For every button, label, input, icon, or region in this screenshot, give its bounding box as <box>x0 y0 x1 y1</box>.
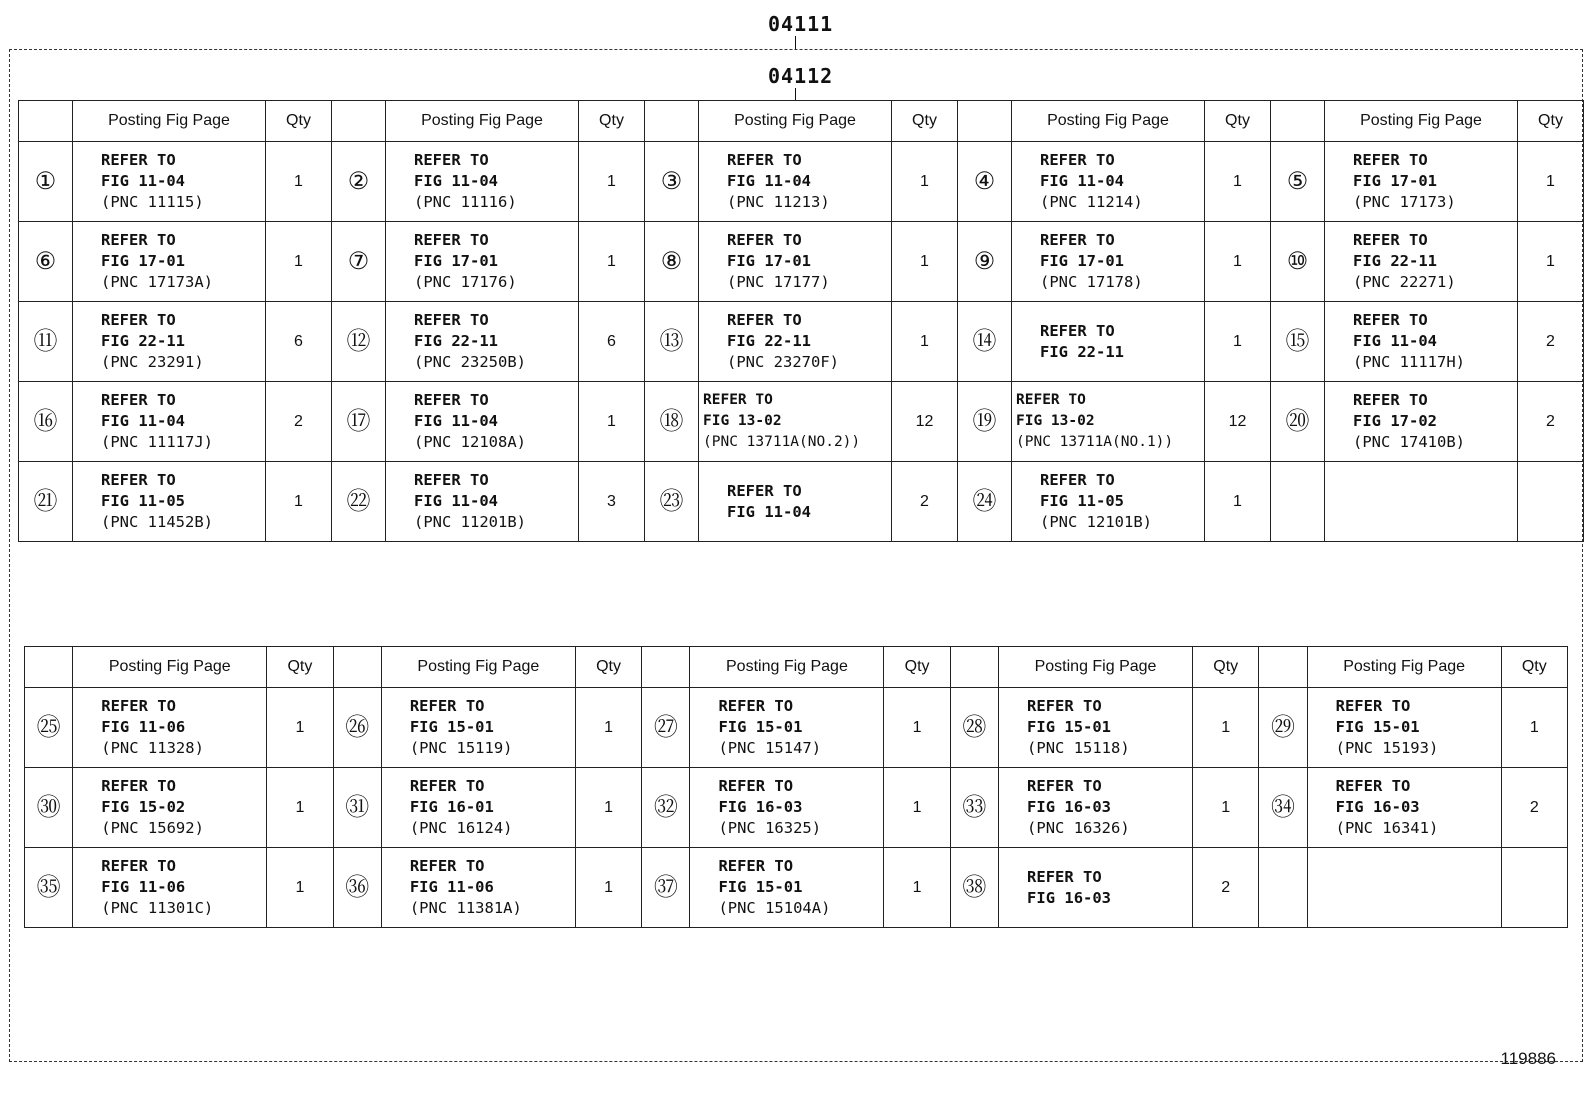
posting-reference <box>1325 142 1518 222</box>
refer-to-text: REFER TO <box>101 697 176 715</box>
fig-page-text: FIG 15-02 <box>101 798 186 816</box>
qty-value: 1 <box>892 222 958 302</box>
qty-value: 2 <box>266 382 332 462</box>
fig-page-text: FIG 22-11 <box>727 332 811 350</box>
posting-reference <box>73 462 266 542</box>
refer-to-text: REFER TO <box>718 777 794 795</box>
posting-reference <box>1325 382 1518 462</box>
pnc-text: (PNC 11115) <box>101 193 204 211</box>
header-qty: Qty <box>579 101 645 142</box>
callout-number: ⑮ <box>1271 302 1325 382</box>
fig-page-text: FIG 16-03 <box>1027 798 1112 816</box>
table-row <box>25 688 1568 768</box>
header-posting: Posting Fig Page <box>73 101 266 142</box>
refer-to-text: REFER TO <box>101 311 176 329</box>
qty-value: 1 <box>579 222 645 302</box>
callout-number: ㉜ <box>642 768 690 848</box>
qty-value: 1 <box>1205 142 1271 222</box>
qty-value: 2 <box>1193 848 1259 928</box>
reference-table-1 <box>18 100 1584 542</box>
qty-value <box>1518 462 1584 542</box>
refer-to-text: REFER TO <box>409 697 485 715</box>
refer-to-text: REFER TO <box>409 857 485 875</box>
figure-number: 119886 <box>1500 1049 1556 1068</box>
callout-number: ⑱ <box>645 382 699 462</box>
fig-page-text: FIG 11-04 <box>1040 172 1124 190</box>
header-posting: Posting Fig Page <box>1307 647 1501 688</box>
qty-value: 2 <box>1518 382 1584 462</box>
posting-reference <box>699 382 892 462</box>
qty-value: 2 <box>1501 768 1567 848</box>
callout-number: ⑩ <box>1271 222 1325 302</box>
posting-reference <box>1307 848 1501 928</box>
header-posting: Posting Fig Page <box>690 647 884 688</box>
callout-number: ⑳ <box>1271 382 1325 462</box>
posting-reference <box>1012 302 1205 382</box>
refer-to-text: REFER TO <box>1027 697 1102 715</box>
qty-value: 1 <box>579 142 645 222</box>
fig-page-text: FIG 16-03 <box>1027 888 1112 907</box>
header-index-cell <box>25 647 73 688</box>
header-posting: Posting Fig Page <box>999 647 1193 688</box>
posting-reference <box>999 848 1193 928</box>
qty-value: 3 <box>579 462 645 542</box>
pnc-text: (PNC 11301C) <box>101 899 214 917</box>
qty-value: 1 <box>266 222 332 302</box>
refer-to-text: REFER TO <box>414 311 489 329</box>
callout-number: ③ <box>645 142 699 222</box>
fig-page-text: FIG 17-02 <box>1353 412 1437 430</box>
callout-number: ⑤ <box>1271 142 1325 222</box>
callout-number: ㉕ <box>25 688 73 768</box>
posting-reference <box>1325 302 1518 382</box>
header-index-cell <box>950 647 998 688</box>
table-row <box>19 302 1584 382</box>
fig-page-text: FIG 16-03 <box>1335 798 1420 816</box>
pnc-text: (PNC 11328) <box>101 739 204 757</box>
pnc-text: (PNC 23291) <box>101 353 204 371</box>
callout-number: ㉘ <box>950 688 998 768</box>
refer-to-text: REFER TO <box>727 311 802 329</box>
posting-reference <box>699 222 892 302</box>
header-qty: Qty <box>1193 647 1259 688</box>
callout-number: ㉔ <box>958 462 1012 542</box>
header-index-cell <box>958 101 1012 142</box>
fig-page-text: FIG 13-02 <box>1016 413 1095 429</box>
header-qty: Qty <box>1518 101 1584 142</box>
refer-to-text: REFER TO <box>101 391 176 409</box>
callout-number: ⑭ <box>958 302 1012 382</box>
fig-page-text: FIG 11-04 <box>414 172 498 190</box>
posting-reference <box>1012 222 1205 302</box>
pnc-text: (PNC 11117H) <box>1353 353 1465 371</box>
pnc-text: (PNC 11116) <box>414 193 517 211</box>
callout-number: ㊲ <box>642 848 690 928</box>
fig-page-text: FIG 11-04 <box>101 412 185 430</box>
fig-page-text: FIG 11-04 <box>101 172 185 190</box>
table-row <box>19 142 1584 222</box>
refer-to-text: REFER TO <box>727 481 802 500</box>
qty-value: 1 <box>575 688 641 768</box>
qty-value: 1 <box>1205 302 1271 382</box>
qty-value: 1 <box>892 302 958 382</box>
refer-to-text: REFER TO <box>1040 321 1115 340</box>
posting-reference <box>386 142 579 222</box>
callout-number: ④ <box>958 142 1012 222</box>
pnc-text: (PNC 11452B) <box>101 513 213 531</box>
table-row <box>19 222 1584 302</box>
fig-page-text: FIG 22-11 <box>1353 252 1437 270</box>
fig-page-text: FIG 11-06 <box>101 718 186 736</box>
refer-to-text: REFER TO <box>1353 151 1428 169</box>
qty-value: 6 <box>579 302 645 382</box>
qty-value: 1 <box>267 848 333 928</box>
qty-value: 1 <box>884 848 950 928</box>
callout-number: ⑬ <box>645 302 699 382</box>
posting-reference <box>386 382 579 462</box>
qty-value: 1 <box>575 848 641 928</box>
header-qty: Qty <box>1501 647 1567 688</box>
header-posting: Posting Fig Page <box>381 647 575 688</box>
callout-number: ㉖ <box>333 688 381 768</box>
header-index-cell <box>645 101 699 142</box>
posting-reference <box>690 848 884 928</box>
qty-value: 12 <box>1205 382 1271 462</box>
posting-reference <box>699 462 892 542</box>
refer-to-text: REFER TO <box>1016 392 1086 408</box>
posting-reference <box>1325 222 1518 302</box>
header-posting: Posting Fig Page <box>1325 101 1518 142</box>
qty-value: 1 <box>884 768 950 848</box>
pnc-text: (PNC 16325) <box>718 819 822 837</box>
refer-to-text: REFER TO <box>1027 777 1102 795</box>
header-qty: Qty <box>892 101 958 142</box>
header-row <box>25 647 1568 688</box>
fig-page-text: FIG 11-04 <box>414 412 498 430</box>
fig-page-text: FIG 15-01 <box>718 718 803 736</box>
qty-value: 1 <box>1501 688 1567 768</box>
pnc-text: (PNC 17176) <box>414 273 517 291</box>
pnc-text: (PNC 15147) <box>718 739 822 757</box>
qty-value: 1 <box>267 768 333 848</box>
pnc-text: (PNC 17173) <box>1353 193 1456 211</box>
table-row <box>19 382 1584 462</box>
refer-to-text: REFER TO <box>414 231 489 249</box>
header-index-cell <box>333 647 381 688</box>
pnc-text: (PNC 17178) <box>1040 273 1143 291</box>
callout-number: ㉚ <box>25 768 73 848</box>
callout-number: ㉟ <box>25 848 73 928</box>
posting-reference <box>73 688 267 768</box>
refer-to-text: REFER TO <box>101 151 176 169</box>
pnc-text: (PNC 11381A) <box>409 899 522 917</box>
fig-page-text: FIG 16-01 <box>409 798 494 816</box>
fig-page-text: FIG 11-05 <box>1040 492 1124 510</box>
posting-reference <box>999 768 1193 848</box>
qty-value: 2 <box>892 462 958 542</box>
callout-number: ⑪ <box>19 302 73 382</box>
inner-leader-line <box>795 88 796 100</box>
refer-to-text: REFER TO <box>409 777 485 795</box>
pnc-text: (PNC 17410B) <box>1353 433 1465 451</box>
callout-number: ⑦ <box>332 222 386 302</box>
qty-value: 6 <box>266 302 332 382</box>
header-row <box>19 101 1584 142</box>
fig-page-text: FIG 11-06 <box>409 878 494 896</box>
callout-number: ㉓ <box>645 462 699 542</box>
header-qty: Qty <box>1205 101 1271 142</box>
callout-number: ㉒ <box>332 462 386 542</box>
refer-to-text: REFER TO <box>703 392 773 408</box>
pnc-text: (PNC 15692) <box>101 819 204 837</box>
table-row <box>25 848 1568 928</box>
fig-page-text: FIG 11-04 <box>727 172 811 190</box>
posting-reference <box>1307 768 1501 848</box>
header-qty: Qty <box>884 647 950 688</box>
posting-reference <box>690 688 884 768</box>
posting-reference <box>386 462 579 542</box>
posting-reference <box>999 688 1193 768</box>
callout-number: ㊳ <box>950 848 998 928</box>
fig-page-text: FIG 15-01 <box>718 878 803 896</box>
refer-to-text: REFER TO <box>1353 311 1428 329</box>
refer-to-text: REFER TO <box>1027 867 1102 886</box>
qty-value: 1 <box>1193 688 1259 768</box>
callout-number: ㉙ <box>1259 688 1307 768</box>
callout-number <box>1271 462 1325 542</box>
reference-table-2 <box>24 646 1568 928</box>
fig-page-text: FIG 11-04 <box>727 502 811 521</box>
fig-page-text: FIG 22-11 <box>1040 342 1124 361</box>
callout-number: ⑨ <box>958 222 1012 302</box>
fig-page-text: FIG 22-11 <box>414 332 498 350</box>
pnc-text: (PNC 15119) <box>409 739 513 757</box>
callout-number: ⑫ <box>332 302 386 382</box>
refer-to-text: REFER TO <box>727 151 802 169</box>
qty-value: 1 <box>579 382 645 462</box>
refer-to-text: REFER TO <box>1335 697 1411 715</box>
refer-to-text: REFER TO <box>414 151 489 169</box>
pnc-text: (PNC 11213) <box>727 193 830 211</box>
posting-reference <box>73 848 267 928</box>
qty-value: 1 <box>884 688 950 768</box>
callout-number: ⑥ <box>19 222 73 302</box>
qty-value: 1 <box>267 688 333 768</box>
posting-reference <box>386 222 579 302</box>
fig-page-text: FIG 11-06 <box>101 878 186 896</box>
pnc-text: (PNC 22271) <box>1353 273 1456 291</box>
callout-number <box>1259 848 1307 928</box>
table-row <box>25 768 1568 848</box>
callout-number: ㉑ <box>19 462 73 542</box>
posting-reference <box>73 768 267 848</box>
pnc-text: (PNC 15104A) <box>718 899 831 917</box>
refer-to-text: REFER TO <box>414 471 489 489</box>
refer-to-text: REFER TO <box>1353 231 1428 249</box>
pnc-text: (PNC 23250B) <box>414 353 526 371</box>
callout-number: ⑲ <box>958 382 1012 462</box>
top-leader-line <box>795 36 796 49</box>
posting-reference <box>1012 462 1205 542</box>
pnc-text: (PNC 17173A) <box>101 273 213 291</box>
qty-value: 1 <box>1193 768 1259 848</box>
pnc-text: (PNC 23270F) <box>727 353 839 371</box>
qty-value: 1 <box>1518 142 1584 222</box>
refer-to-text: REFER TO <box>101 471 176 489</box>
fig-page-text: FIG 22-11 <box>101 332 185 350</box>
refer-to-text: REFER TO <box>1353 391 1428 409</box>
refer-to-text: REFER TO <box>718 857 794 875</box>
header-index-cell <box>1271 101 1325 142</box>
callout-number: ⑧ <box>645 222 699 302</box>
qty-value: 1 <box>1518 222 1584 302</box>
refer-to-text: REFER TO <box>101 857 176 875</box>
posting-reference <box>73 222 266 302</box>
header-index-cell <box>332 101 386 142</box>
pnc-text: (PNC 16326) <box>1027 819 1130 837</box>
qty-value: 2 <box>1518 302 1584 382</box>
header-index-cell <box>642 647 690 688</box>
fig-page-text: FIG 15-01 <box>1335 718 1420 736</box>
fig-page-text: FIG 11-05 <box>101 492 185 510</box>
fig-page-text: FIG 13-02 <box>703 413 782 429</box>
posting-reference <box>73 142 266 222</box>
posting-reference <box>73 382 266 462</box>
pnc-text: (PNC 16341) <box>1335 819 1439 837</box>
pnc-text: (PNC 13711A(NO.1)) <box>1016 434 1174 450</box>
pnc-text: (PNC 13711A(NO.2)) <box>703 434 861 450</box>
callout-number: ㊱ <box>333 848 381 928</box>
refer-to-text: REFER TO <box>718 697 794 715</box>
header-qty: Qty <box>575 647 641 688</box>
pnc-text: (PNC 12108A) <box>414 433 526 451</box>
posting-reference <box>690 768 884 848</box>
header-qty: Qty <box>266 101 332 142</box>
fig-page-text: FIG 17-01 <box>414 252 498 270</box>
posting-reference <box>73 302 266 382</box>
refer-to-text: REFER TO <box>101 777 176 795</box>
callout-number: ② <box>332 142 386 222</box>
inner-assembly-label: 04112 <box>768 64 834 88</box>
qty-value: 1 <box>266 142 332 222</box>
pnc-text: (PNC 11117J) <box>101 433 213 451</box>
refer-to-text: REFER TO <box>414 391 489 409</box>
fig-page-text: FIG 15-01 <box>1027 718 1112 736</box>
pnc-text: (PNC 15118) <box>1027 739 1130 757</box>
callout-number: ⑯ <box>19 382 73 462</box>
fig-page-text: FIG 11-04 <box>1353 332 1437 350</box>
refer-to-text: REFER TO <box>1040 471 1115 489</box>
refer-to-text: REFER TO <box>727 231 802 249</box>
refer-to-text: REFER TO <box>1040 231 1115 249</box>
header-posting: Posting Fig Page <box>699 101 892 142</box>
callout-number: ㉛ <box>333 768 381 848</box>
posting-reference <box>381 768 575 848</box>
callout-number: ⑰ <box>332 382 386 462</box>
qty-value: 12 <box>892 382 958 462</box>
header-posting: Posting Fig Page <box>386 101 579 142</box>
header-posting: Posting Fig Page <box>1012 101 1205 142</box>
qty-value: 1 <box>266 462 332 542</box>
callout-number: ㉝ <box>950 768 998 848</box>
fig-page-text: FIG 15-01 <box>409 718 494 736</box>
top-assembly-label: 04111 <box>768 12 834 36</box>
posting-reference <box>699 302 892 382</box>
refer-to-text: REFER TO <box>101 231 176 249</box>
fig-page-text: FIG 17-01 <box>1040 252 1124 270</box>
qty-value: 1 <box>892 142 958 222</box>
header-index-cell <box>19 101 73 142</box>
pnc-text: (PNC 17177) <box>727 273 830 291</box>
pnc-text: (PNC 16124) <box>409 819 513 837</box>
qty-value: 1 <box>1205 222 1271 302</box>
fig-page-text: FIG 11-04 <box>414 492 498 510</box>
qty-value <box>1501 848 1567 928</box>
callout-number: ㉗ <box>642 688 690 768</box>
fig-page-text: FIG 17-01 <box>101 252 185 270</box>
posting-reference <box>381 688 575 768</box>
refer-to-text: REFER TO <box>1040 151 1115 169</box>
posting-reference <box>699 142 892 222</box>
pnc-text: (PNC 12101B) <box>1040 513 1152 531</box>
posting-reference <box>1012 382 1205 462</box>
posting-reference <box>386 302 579 382</box>
qty-value: 1 <box>575 768 641 848</box>
fig-page-text: FIG 16-03 <box>718 798 803 816</box>
posting-reference <box>1325 462 1518 542</box>
fig-page-text: FIG 17-01 <box>1353 172 1437 190</box>
qty-value: 1 <box>1205 462 1271 542</box>
callout-number: ㉞ <box>1259 768 1307 848</box>
header-qty: Qty <box>267 647 333 688</box>
posting-reference <box>381 848 575 928</box>
pnc-text: (PNC 11214) <box>1040 193 1143 211</box>
header-posting: Posting Fig Page <box>73 647 267 688</box>
header-index-cell <box>1259 647 1307 688</box>
posting-reference <box>1307 688 1501 768</box>
refer-to-text: REFER TO <box>1335 777 1411 795</box>
posting-reference <box>1012 142 1205 222</box>
callout-number: ① <box>19 142 73 222</box>
fig-page-text: FIG 17-01 <box>727 252 811 270</box>
pnc-text: (PNC 11201B) <box>414 513 526 531</box>
pnc-text: (PNC 15193) <box>1335 739 1439 757</box>
table-row <box>19 462 1584 542</box>
